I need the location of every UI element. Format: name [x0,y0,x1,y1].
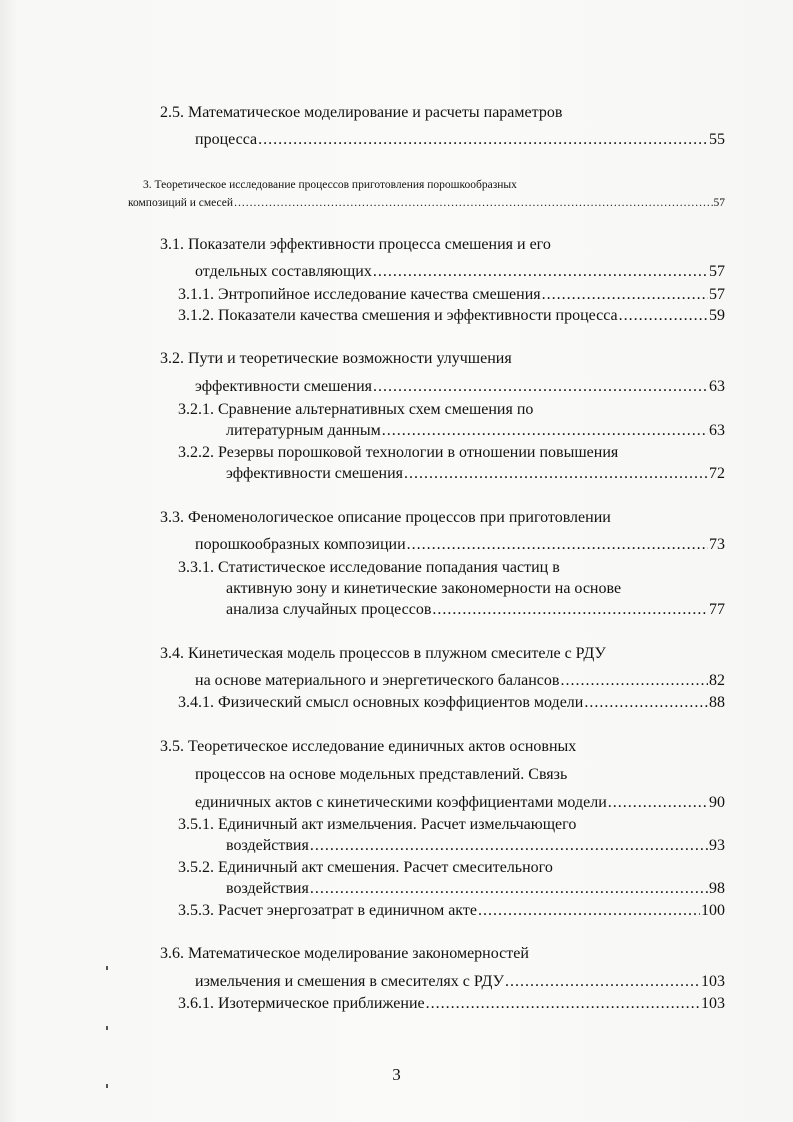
leader-dots [432,600,708,620]
leader-dots [373,377,708,397]
toc-page-number: 55 [709,131,725,148]
toc-entry-title: 3.5.2. Единичный акт смешения. Расчет смесительного [178,859,553,876]
leader-dots [542,285,708,305]
toc-entry-3-4-cont [195,671,725,691]
toc-page-number: 93 [709,837,725,854]
toc-entry-2-5 [160,103,562,123]
toc-entry-title: 3.4. Кинетическая модель процессов в плужном смесителе с РДУ [160,645,606,662]
toc-entry-title: процесса [195,131,258,148]
toc-entry-title: 3.6. Математическое моделирование закономерностей [160,945,529,962]
toc-entry-3-5-3 [178,901,725,921]
toc-page-number: 90 [709,794,725,811]
toc-page-number: 100 [701,902,725,919]
toc-entry-3-2-1 [178,400,533,420]
toc-page-number: 63 [709,422,725,439]
page-number: 3 [392,1065,401,1084]
toc-entry-title: 3.2.2. Резервы порошковой технологии в отношении повышения [178,444,619,461]
toc-entry-3-5-cont [195,765,567,785]
toc-page-number: 103 [701,973,725,990]
toc-entry-title: литературным данным [226,422,381,439]
toc-entry-3-3 [160,508,611,528]
toc-entry-title: эффективности смешения [195,378,373,395]
toc-entry-3-2-2 [178,443,618,463]
toc-entry-3 [143,178,517,192]
toc-entry-title: 3.2.1. Сравнение альтернативных схем смешения по [178,401,534,418]
leader-dots [382,421,708,441]
toc-page-number: 82 [709,672,725,689]
toc-entry-3-2-cont [195,377,725,397]
toc-entry-title: 3.5.3. Расчет энергозатрат в единичном акте [178,902,477,919]
toc-entry-3-6 [160,944,529,964]
leader-dots [619,306,708,326]
leader-dots [478,901,700,921]
toc-page-number: 72 [709,465,725,482]
toc-entry-3-5 [160,737,576,757]
toc-entry-title: 3.3.1. Статистическое исследование попадания частиц в [178,559,560,576]
toc-entry-3-3-cont [195,535,725,555]
toc-page-number: 57 [713,197,725,209]
toc-entry-title: 3.1.2. Показатели качества смешения и эффективности процесса [178,307,618,324]
toc-page-number: 57 [709,263,725,280]
scan-speck [106,966,108,970]
toc-entry-title: эффективности смешения [226,465,404,482]
toc-entry-3-3-1 [178,558,560,578]
toc-entry-title: 3.6.1. Изотермическое приближение [178,995,425,1012]
toc-entry-3-5-1-cont [226,836,725,856]
toc-entry-title: анализа случайных процессов [226,601,432,618]
toc-entry-3-2 [160,349,512,369]
toc-entry-3-2-1-cont [226,421,725,441]
toc-entry-title: воздействия [226,880,309,897]
toc-entry-title: 3.5. Теоретическое исследование единичных актов основных [160,738,577,755]
toc-entry-2-5-cont [195,130,725,150]
toc-entry-3-5-1 [178,815,576,835]
toc-entry-title: композиций и смесей [128,197,234,209]
toc-entry-3-1-2 [178,306,725,326]
toc-entry-title: измельчения и смешения в смесителях с РДУ [195,973,504,990]
leader-dots [407,535,708,555]
toc-entry-title: отдельных составляющих [195,263,372,280]
leader-dots [584,693,708,713]
leader-dots [426,994,700,1014]
toc-entry-title: активную зону и кинетические закономерности на основе [226,580,622,597]
leader-dots [310,836,708,856]
leader-dots [258,130,708,150]
toc-entry-3-6-cont [195,972,725,992]
toc-entry-title: 2.5. Математическое моделирование и расчеты параметров [160,104,563,121]
leader-dots [310,879,708,899]
toc-page-number: 59 [709,307,725,324]
leader-dots [373,262,708,282]
toc-entry-3-5-cont2 [195,793,725,813]
toc-entry-3-1-1 [178,285,725,305]
toc-page-number: 77 [709,601,725,618]
toc-entry-3-4 [160,644,606,664]
toc-entry-title: процессов на основе модельных представлений. Связь [195,766,568,783]
toc-entry-title: 3.4.1. Физический смысл основных коэффициентов модели [178,694,584,711]
scan-speck [106,1026,108,1030]
leader-dots [404,464,708,484]
leader-dots [608,793,708,813]
toc-entry-title: на основе материального и энергетического балансов [195,672,560,689]
toc-page-number: 103 [701,995,725,1012]
toc-entry-3-5-2 [178,858,553,878]
toc-entry-3-1-cont [195,262,725,282]
toc-entry-3-3-1-cont [226,579,621,599]
toc-entry-3-1 [160,235,551,255]
toc-page-number: 63 [709,378,725,395]
toc-entry-title: 3. Теоретическое исследование процессов приготовления порошкообразных [143,179,517,191]
toc-entry-3-4-1 [178,693,725,713]
toc-page-number: 57 [709,286,725,303]
toc-page-number: 98 [709,880,725,897]
leader-dots [560,671,708,691]
toc-entry-title: 3.2. Пути и теоретические возможности улучшения [160,350,512,367]
toc-entry-3-5-2-cont [226,879,725,899]
toc-entry-title: 3.1.1. Энтропийное исследование качества смешения [178,286,541,303]
toc-entry-3-2-2-cont [226,464,725,484]
toc-entry-title: воздействия [226,837,309,854]
leader-dots [505,972,700,992]
toc-entry-3-3-1-cont2 [226,600,725,620]
toc-entry-title: 3.3. Феноменологическое описание процессов при приготовлении [160,509,611,526]
toc-page-number: 73 [709,536,725,553]
toc-entry-title: 3.5.1. Единичный акт измельчения. Расчет измельчающего [178,816,577,833]
leader-dots [234,196,712,210]
toc-entry-3-6-1 [178,994,725,1014]
toc-entry-title: порошкообразных композиции [195,536,406,553]
toc-page-number: 88 [709,694,725,711]
toc-entry-3-cont [128,196,725,210]
toc-entry-title: 3.1. Показатели эффективности процесса смешения и его [160,236,551,253]
toc-entry-title: единичных актов с кинетическими коэффициентами модели [195,794,607,811]
